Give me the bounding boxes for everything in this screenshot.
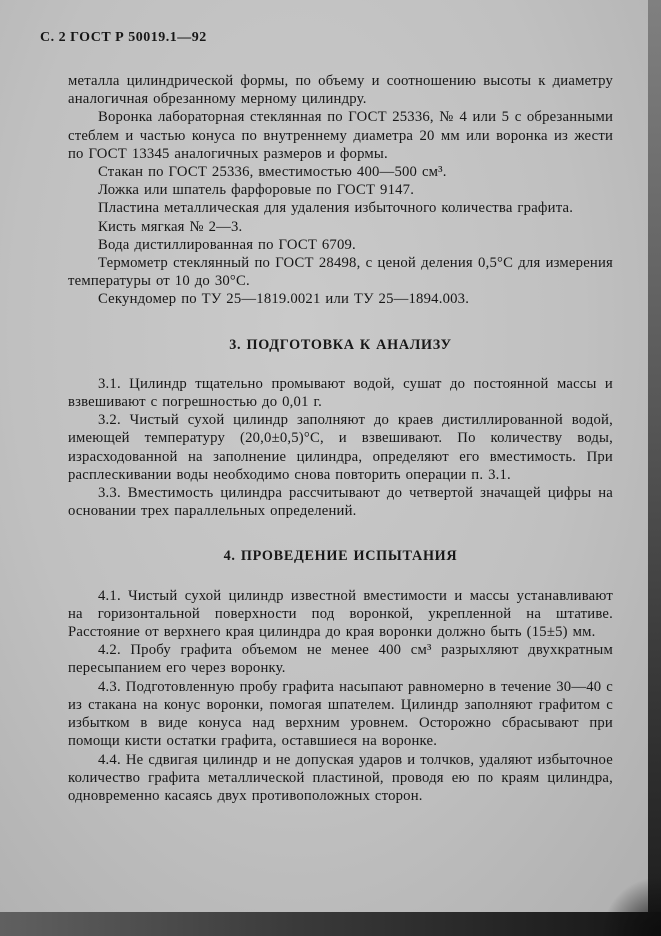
paragraph: 4.1. Чистый сухой цилиндр известной вместимости и массы устанавливают на горизонтальной поверхности под воронкой, укрепленной на штативе. Расстояние от верхнего края цилиндра до края воронки должно быть (15±5) мм. (68, 587, 613, 641)
paragraph: 3.3. Вместимость цилиндра рассчитывают до четвертой значащей цифры на основании трех параллельных определений. (68, 485, 613, 520)
paragraph: Воронка лабораторная стеклянная по ГОСТ 25336, № 4 или 5 с обрезанными стеблем и частью конуса по внутреннему диаметра 20 мм или воронка из жести по ГОСТ 13345 аналогичных размеров и формы. (68, 109, 613, 162)
scan-edge-bottom (0, 912, 661, 936)
paragraph: Кисть мягкая № 2—3. (98, 218, 243, 235)
paragraph: 4.2. Пробу графита объемом не менее 400 см³ разрыхляют двухкратным пересыпанием его через воронку. (68, 642, 613, 677)
document-body (68, 72, 613, 805)
paragraph: 4.3. Подготовленную пробу графита насыпают равномерно в течение 30—40 с из стакана на конус воронки, помогая шпателем. Цилиндр заполняют графитом с избытком в виде конуса над верхним уровнем. Осторожно сбрасывают при помощи кисти остатки графита, оставшиеся на воронке. (68, 678, 613, 750)
section-4-title: 4. ПРОВЕДЕНИЕ ИСПЫТАНИЯ (223, 548, 458, 565)
paragraph: Ложка или шпатель фарфоровые по ГОСТ 9147. (98, 182, 415, 199)
paragraph: 3.1. Цилиндр тщательно промывают водой, сушат до постоянной массы и взвешивают с погрешностью до 0,01 г. (68, 375, 613, 411)
paragraph: Термометр стеклянный по ГОСТ 28498, с ценой деления 0,5°С для измерения температуры от 10 до 30°С. (68, 255, 613, 290)
paragraph: Секундомер по ТУ 25—1819.0021 или ТУ 25—1894.003. (98, 291, 470, 308)
paragraph: Вода дистиллированная по ГОСТ 6709. (98, 236, 356, 253)
section-3-title: 3. ПОДГОТОВКА К АНАЛИЗУ (229, 336, 452, 353)
paragraph: Стакан по ГОСТ 25336, вместимостью 400—500 см³. (98, 164, 447, 181)
paragraph: Пластина металлическая для удаления избыточного количества графита. (98, 200, 574, 217)
scan-edge-right (648, 0, 661, 936)
paragraph: 4.4. Не сдвигая цилиндр и не допуская ударов и толчков, удаляют избыточное количество графита металлической пластиной, проводя ею по краям цилиндра, одновременно касаясь двух противоположных сторон. (68, 751, 613, 804)
page-header: С. 2 ГОСТ Р 50019.1—92 (40, 30, 207, 45)
paragraph: 3.2. Чистый сухой цилиндр заполняют до краев дистиллированной водой, имеющей температуру (20,0±0,5)°С, и взвешивают. По количеству воды, израсходованной на заполнение цилиндра, определяют его вместимость. При расплескивании воды необходимо снова повторить операции п. 3.1. (68, 412, 613, 483)
scan-corner-shadow (601, 876, 661, 936)
paragraph: металла цилиндрической формы, по объему и соотношению высоты к диаметру аналогичная обрезанному мерному цилиндру. (68, 73, 613, 108)
